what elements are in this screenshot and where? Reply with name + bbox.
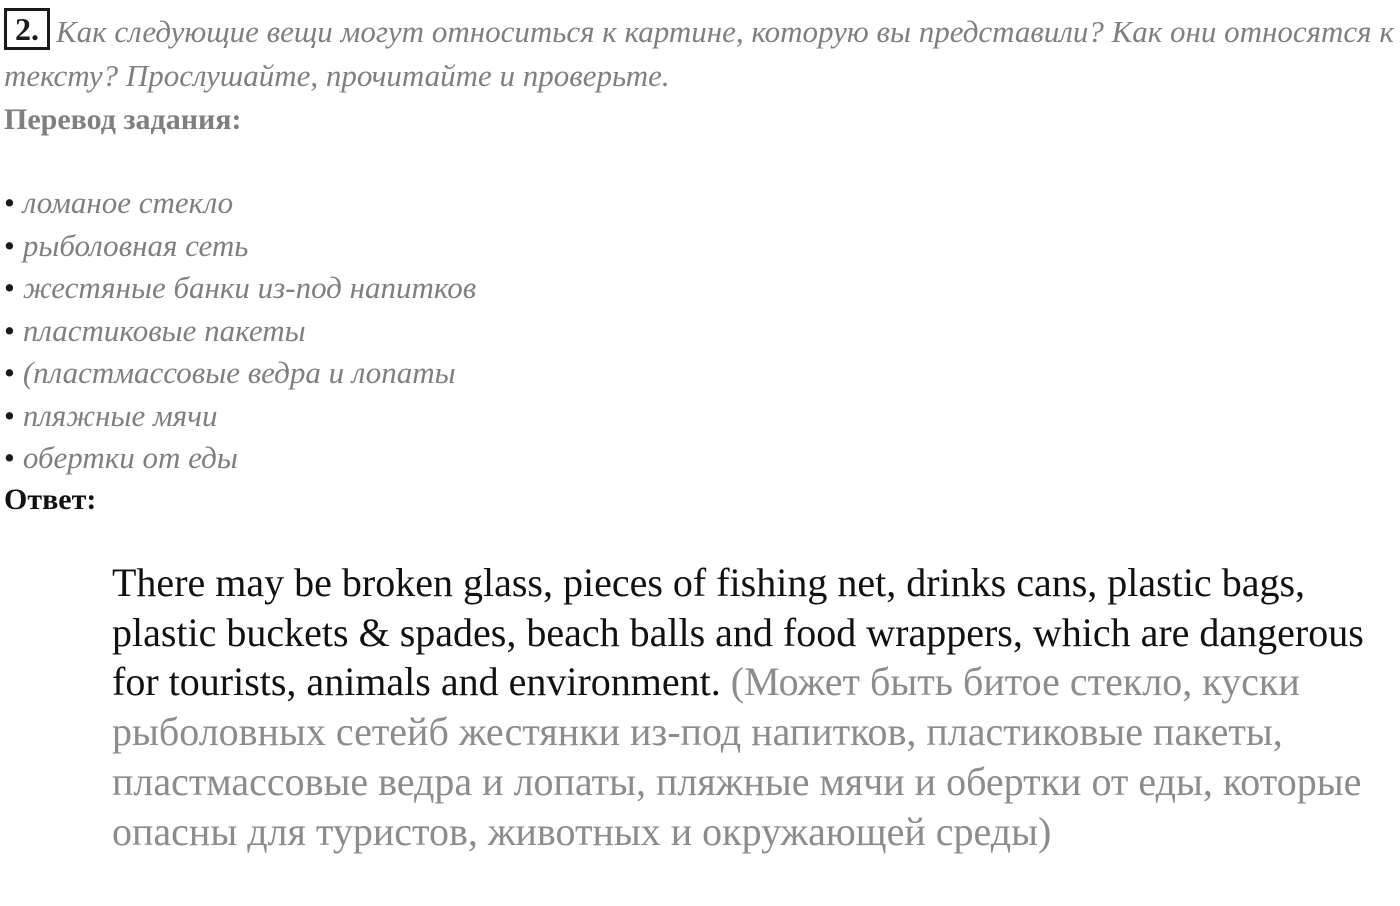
list-item xyxy=(4,310,476,353)
list-item-text: пляжные мячи xyxy=(22,397,218,433)
list-item-text: рыболовная сеть xyxy=(22,227,249,263)
translation-heading: Перевод задания: xyxy=(4,103,242,136)
bullet-icon: • xyxy=(4,440,15,475)
list-item xyxy=(4,267,476,310)
list-item-text: пластиковые пакеты xyxy=(22,312,306,348)
bullet-icon: • xyxy=(4,270,15,305)
list-item xyxy=(4,352,476,395)
bullet-icon: • xyxy=(4,227,15,263)
list-item-text: (пластмассовые ведра и лопаты xyxy=(22,355,456,390)
task-statement xyxy=(4,8,1398,98)
list-item xyxy=(4,437,476,480)
answer-russian-translation: (Может быть битое стекло, куски рыболовных сетейб жестянки из-под напитков, пластиковые пакеты, пластмассовые ведра и лопаты, пляжные мячи и обертки от еды, которые опасны для туристов, животных и окружающей среды) xyxy=(112,659,1362,854)
answer-english-text: There may be broken glass, pieces of fishing net, drinks cans, plastic bags, plastic buckets & spades, beach balls and food wrappers, which are dangerous for tourists, animals and environment. xyxy=(112,560,1364,705)
list-item-text: обертки от еды xyxy=(22,440,238,475)
bullet-icon: • xyxy=(4,397,15,433)
bullet-icon: • xyxy=(4,355,15,390)
answer-paragraph xyxy=(112,558,1400,856)
list-item-text: ломаное стекло xyxy=(22,185,234,220)
answer-heading: Ответ: xyxy=(4,483,97,516)
task-number-badge: 2. xyxy=(4,8,50,50)
list-item-text: жестяные банки из-под напитков xyxy=(22,270,477,305)
bullet-icon: • xyxy=(4,312,15,348)
item-list xyxy=(4,182,476,480)
bullet-icon: • xyxy=(4,185,15,220)
list-item xyxy=(4,182,476,225)
list-item xyxy=(4,225,476,268)
task-text: Как следующие вещи могут относиться к картине, которую вы представили? Как они относятся к тексту? Прослушайте, прочитайте и проверьте. xyxy=(4,14,1394,93)
list-item xyxy=(4,395,476,438)
